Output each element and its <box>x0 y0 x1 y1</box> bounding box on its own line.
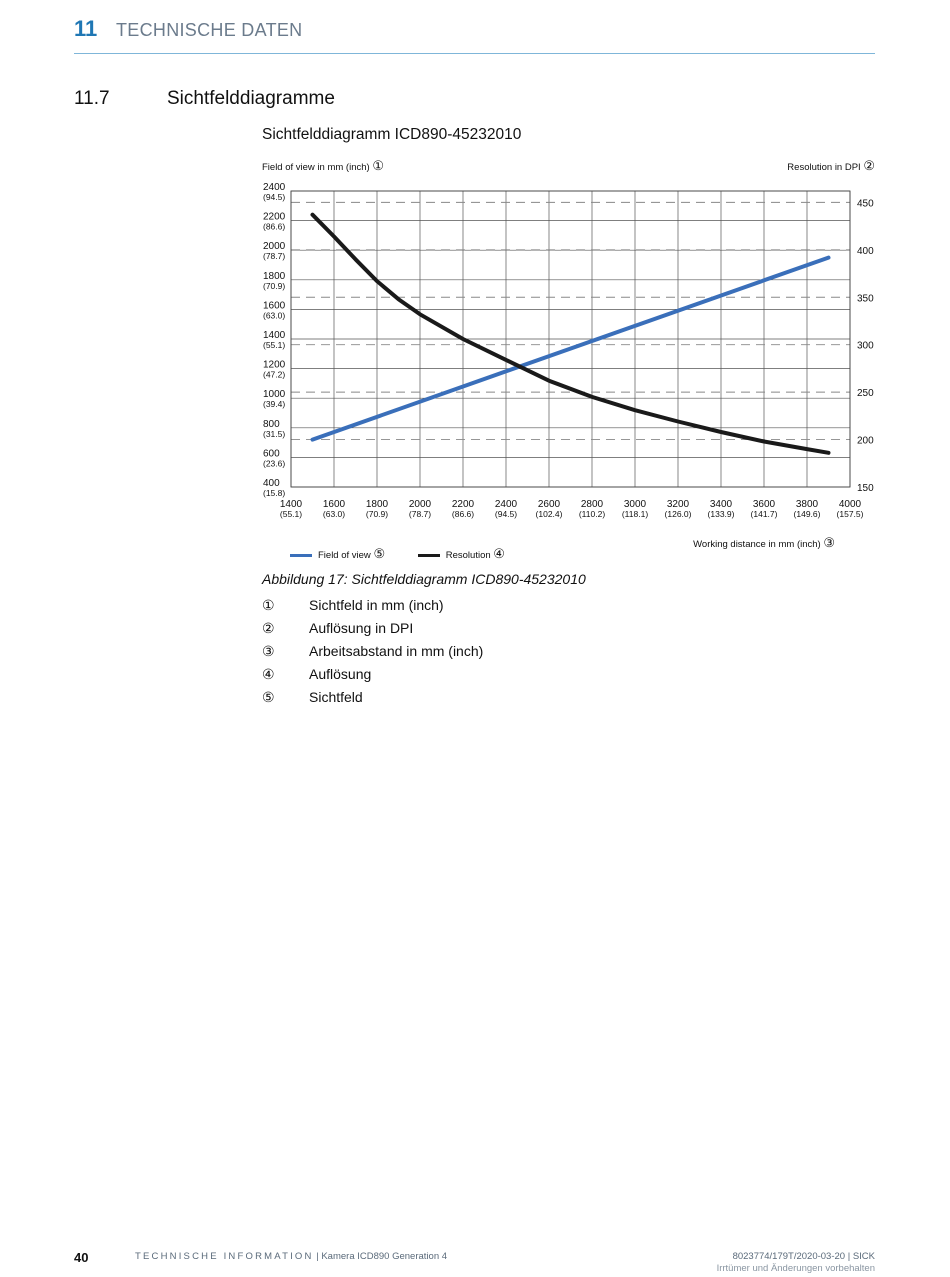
y-tick-sublabel-left: (70.9) <box>263 280 286 291</box>
y-tick-sublabel-left: (15.8) <box>263 488 286 498</box>
footer-doc-reference: 8023774/179T/2020-03-20 | SICK <box>732 1251 875 1262</box>
y-tick-label-right: 300 <box>857 340 874 352</box>
x-axis-label <box>693 535 835 551</box>
footer-product: Kamera ICD890 Generation 4 <box>321 1251 448 1262</box>
y-tick-label-left: 2400 <box>263 182 286 193</box>
x-tick-label: 2800 <box>580 499 604 510</box>
y-tick-label-left: 800 <box>263 418 280 430</box>
key-item <box>262 620 483 643</box>
y-tick-sublabel-left: (78.7) <box>263 251 286 262</box>
x-tick-label: 3000 <box>623 499 647 510</box>
y-tick-label-right: 350 <box>857 293 874 305</box>
y-tick-label-right: 400 <box>857 245 874 257</box>
section-number: 11.7 <box>74 88 110 109</box>
legend-marker-resolution: ④ <box>493 546 505 561</box>
footer-document-info <box>135 1251 447 1262</box>
legend-key-list <box>262 597 483 712</box>
x-tick-sublabel: (94.5) <box>494 509 518 519</box>
footer-doc-type: TECHNISCHE INFORMATION <box>135 1251 314 1262</box>
y-tick-label-right: 250 <box>857 388 874 400</box>
x-tick-sublabel: (157.5) <box>836 509 864 519</box>
key-text: Auflösung in DPI <box>309 620 414 636</box>
y-tick-sublabel-left: (31.5) <box>263 428 286 439</box>
legend-label-resolution: Resolution <box>445 550 491 561</box>
x-tick-sublabel: (110.2) <box>578 509 606 519</box>
chart-heading: Sichtfelddiagramm ICD890-45232010 <box>262 126 522 143</box>
x-tick-label: 2200 <box>451 499 475 510</box>
x-tick-sublabel: (149.6) <box>793 509 821 519</box>
key-symbol: ② <box>262 620 275 636</box>
y-tick-sublabel-left: (94.5) <box>263 192 286 202</box>
chapter-title: TECHNISCHE DATEN <box>116 20 303 40</box>
x-tick-label: 1800 <box>365 499 389 510</box>
footer-disclaimer: Irrtümer und Änderungen vorbehalten <box>716 1263 875 1274</box>
key-text: Arbeitsabstand in mm (inch) <box>309 643 484 659</box>
y-axis-left-marker: ① <box>372 158 384 173</box>
key-symbol: ① <box>262 597 275 613</box>
key-item <box>262 597 483 620</box>
y-tick-label-right: 450 <box>857 198 874 210</box>
x-tick-label: 2400 <box>494 499 518 510</box>
y-tick-label-left: 1200 <box>263 359 286 371</box>
x-tick-label: 3800 <box>795 499 819 510</box>
key-symbol: ⑤ <box>262 689 275 705</box>
x-tick-label: 3400 <box>709 499 733 510</box>
y-tick-label-left: 2200 <box>263 211 286 223</box>
legend-item-field-of-view <box>290 546 385 562</box>
x-tick-sublabel: (55.1) <box>279 509 303 519</box>
key-symbol: ③ <box>262 643 275 659</box>
x-tick-sublabel: (118.1) <box>621 509 649 519</box>
y-tick-label-right: 150 <box>857 483 874 494</box>
y-tick-label-left: 2000 <box>263 241 286 253</box>
y-axis-right-label-text: Resolution in DPI <box>787 162 861 173</box>
y-axis-right-marker: ② <box>863 158 875 173</box>
footer-separator: | <box>316 1251 319 1262</box>
x-tick-label: 3600 <box>752 499 776 510</box>
y-tick-label-left: 1600 <box>263 300 286 312</box>
y-axis-left-label-text: Field of view in mm (inch) <box>262 162 370 173</box>
y-tick-sublabel-left: (63.0) <box>263 310 286 321</box>
x-tick-label: 1600 <box>322 499 346 510</box>
key-item <box>262 666 483 689</box>
legend-marker-field-of-view: ⑤ <box>373 546 386 561</box>
y-tick-label-right: 200 <box>857 435 874 447</box>
x-tick-sublabel: (70.9) <box>365 509 389 519</box>
legend-swatch-resolution <box>418 554 440 557</box>
x-tick-label: 3200 <box>666 499 690 510</box>
y-tick-label-left: 1800 <box>263 270 286 282</box>
y-tick-label-left: 1000 <box>263 389 286 401</box>
x-tick-label: 2600 <box>537 499 561 510</box>
key-item <box>262 689 483 712</box>
series-line-field-of-view <box>313 258 829 440</box>
x-tick-label: 2000 <box>408 499 432 510</box>
y-tick-label-left: 600 <box>263 448 280 460</box>
key-text: Auflösung <box>309 666 372 682</box>
chapter-number: 11 <box>74 16 98 41</box>
section-title: Sichtfelddiagramme <box>167 88 335 109</box>
x-tick-sublabel: (78.7) <box>408 509 432 519</box>
y-tick-label-left: 1400 <box>263 330 286 341</box>
y-tick-sublabel-left: (39.4) <box>263 399 286 410</box>
key-item <box>262 643 483 666</box>
legend-item-resolution <box>418 546 505 562</box>
figure-caption: Abbildung 17: Sichtfelddiagramm ICD890-45232010 <box>262 571 586 587</box>
key-text: Sichtfeld <box>309 689 363 705</box>
x-axis-marker: ③ <box>823 535 835 550</box>
legend-label-field-of-view: Field of view <box>318 550 371 561</box>
y-tick-sublabel-left: (86.6) <box>263 221 286 232</box>
x-tick-label: 4000 <box>838 499 862 510</box>
x-tick-label: 1400 <box>279 499 303 510</box>
y-tick-label-left: 400 <box>263 478 280 489</box>
x-tick-sublabel: (133.9) <box>707 509 735 519</box>
field-of-view-chart <box>0 0 950 560</box>
x-axis-label-text: Working distance in mm (inch) <box>693 539 821 550</box>
legend-swatch-field-of-view <box>290 554 312 557</box>
page-number: 40 <box>74 1250 89 1265</box>
y-tick-sublabel-left: (55.1) <box>263 340 286 350</box>
x-tick-sublabel: (141.7) <box>750 509 778 519</box>
x-tick-sublabel: (86.6) <box>451 509 475 519</box>
chart-legend <box>290 546 535 562</box>
key-text: Sichtfeld in mm (inch) <box>309 597 444 613</box>
key-symbol: ④ <box>262 666 275 682</box>
x-tick-sublabel: (126.0) <box>664 509 692 519</box>
y-tick-sublabel-left: (47.2) <box>263 369 286 380</box>
x-tick-sublabel: (63.0) <box>322 509 346 519</box>
y-tick-sublabel-left: (23.6) <box>263 458 286 469</box>
x-tick-sublabel: (102.4) <box>535 509 563 519</box>
